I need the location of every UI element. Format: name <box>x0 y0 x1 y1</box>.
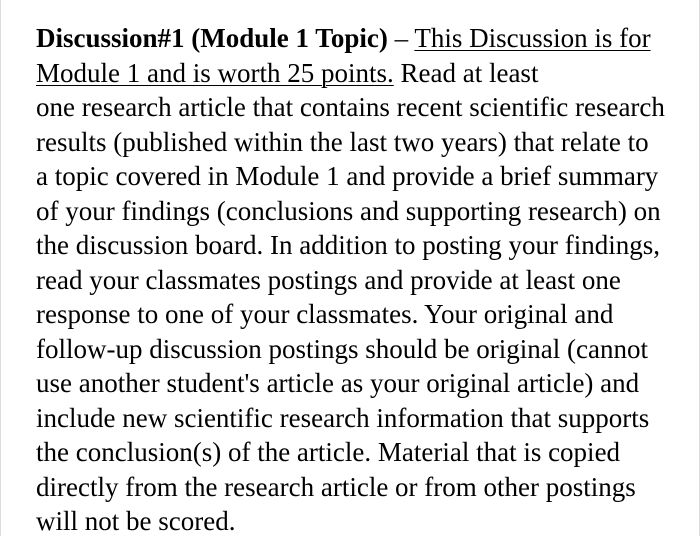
title-dash: – <box>387 23 415 53</box>
points-notice-part-1: This Discussion is for <box>414 23 651 53</box>
discussion-title: Discussion#1 (Module 1 Topic) <box>36 23 388 53</box>
body-line: response to one of your classmates. Your original and <box>36 299 614 329</box>
body-line: use another student's article as your original article) and <box>36 368 640 398</box>
body-line: of your findings (conclusions and supporting research) on <box>36 195 661 226</box>
body-line: include new scientific research information that supports <box>36 402 650 433</box>
body-line: will not be scored. <box>36 506 236 536</box>
body-line: results (published within the last two years) that relate to <box>36 126 649 157</box>
heading-line-2 <box>36 56 696 91</box>
points-notice-part-2: Module 1 and is worth 25 points. <box>36 57 394 88</box>
body-line: the conclusion(s) of the article. Material that is copied <box>36 437 621 467</box>
discussion-instructions <box>36 21 696 539</box>
body-line: one research article that contains recent scientific research <box>36 92 665 122</box>
body-line: the discussion board. In addition to posting your findings, <box>36 230 660 260</box>
heading-line-1 <box>36 21 696 56</box>
body-line: follow-up discussion postings should be original (cannot <box>36 333 648 364</box>
body-line: directly from the research article or from other postings <box>36 471 636 502</box>
instructions-start: Read at least <box>393 57 539 88</box>
body-line: read your classmates postings and provide at least one <box>36 264 621 295</box>
body-line: a topic covered in Module 1 and provide a brief summary <box>36 161 659 191</box>
